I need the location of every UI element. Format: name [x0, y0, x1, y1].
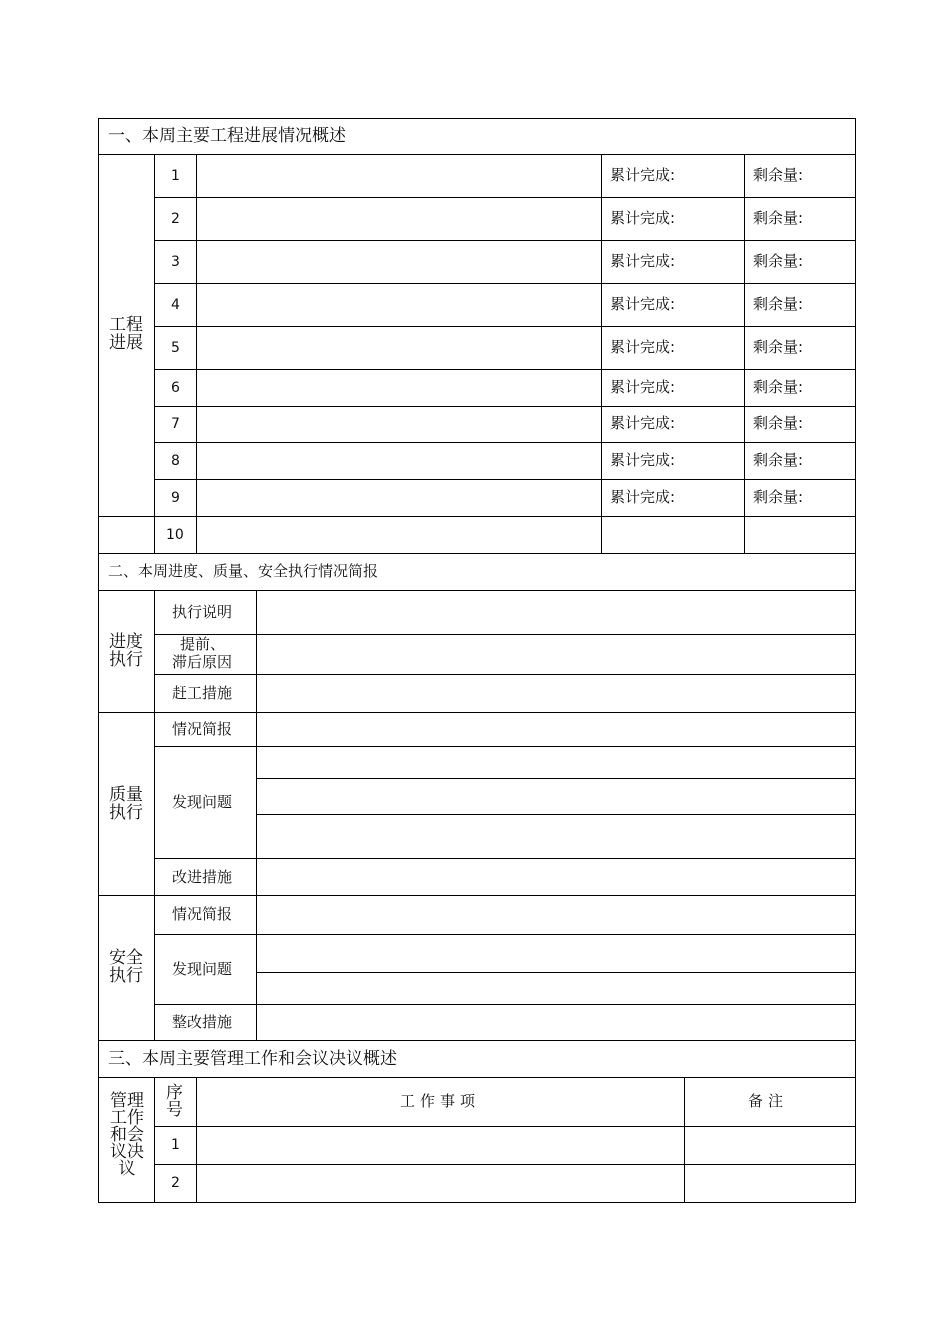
progress-side-label: 进度执行 — [109, 632, 143, 670]
row-divider — [155, 369, 856, 370]
remaining-label: 剩余量: — [753, 166, 804, 184]
row-divider — [98, 516, 856, 517]
col-divider — [256, 590, 257, 1040]
section3-title-divider — [98, 1077, 856, 1078]
remark-header: 备注 — [748, 1092, 789, 1110]
row-divider — [154, 1004, 856, 1005]
row-divider — [98, 712, 856, 713]
col-divider — [684, 1077, 685, 1203]
row-divider — [154, 1126, 856, 1127]
row-divider — [256, 778, 856, 779]
section2-title: 二、本周进度、质量、安全执行情况简报 — [108, 562, 379, 580]
cumulative-label: 累计完成: — [610, 295, 676, 313]
section3-side-label: 管理工作和会议决议 — [110, 1091, 144, 1179]
row-number: 9 — [171, 490, 180, 506]
section1-side-label: 工程进展 — [109, 315, 143, 353]
remaining-label: 剩余量: — [753, 295, 804, 313]
row-divider — [155, 442, 856, 443]
col-divider — [154, 154, 155, 554]
row-divider — [155, 479, 856, 480]
progress-catchup-label: 赶工措施 — [172, 684, 233, 702]
remaining-label: 剩余量: — [753, 378, 804, 396]
remaining-label: 剩余量: — [753, 488, 804, 506]
row-divider — [155, 197, 856, 198]
cumulative-label: 累计完成: — [610, 414, 676, 432]
row-divider — [155, 240, 856, 241]
col-divider — [744, 154, 745, 554]
work-item-header: 工作事项 — [400, 1092, 481, 1110]
section1-title-divider — [98, 154, 856, 155]
remaining-label: 剩余量: — [753, 209, 804, 227]
safety-issues-label: 发现问题 — [172, 960, 233, 978]
row-divider — [256, 814, 856, 815]
row-divider — [155, 283, 856, 284]
row-number: 2 — [171, 211, 180, 227]
row-number: 1 — [171, 1137, 180, 1153]
row-divider — [98, 553, 856, 554]
progress-ahead-label: 提前、 — [180, 635, 226, 653]
quality-side-label: 质量执行 — [109, 785, 143, 823]
row-number: 7 — [171, 416, 180, 432]
row-divider — [256, 972, 856, 973]
section1-title: 一、本周主要工程进展情况概述 — [108, 126, 346, 146]
serial-number-header: 序号 — [166, 1083, 183, 1120]
safety-rectification-label: 整改措施 — [172, 1013, 233, 1031]
cumulative-label: 累计完成: — [610, 378, 676, 396]
row-divider — [98, 1040, 856, 1041]
row-divider — [155, 326, 856, 327]
border-top — [98, 118, 856, 119]
row-divider — [154, 674, 856, 675]
row-number: 8 — [171, 453, 180, 469]
row-divider — [154, 1164, 856, 1165]
row-number: 6 — [171, 380, 180, 396]
quality-issues-label: 发现问题 — [172, 793, 233, 811]
progress-delay-reason-label: 滞后原因 — [172, 653, 233, 671]
cumulative-label: 累计完成: — [610, 166, 676, 184]
progress-execution-note-label: 执行说明 — [172, 603, 233, 621]
remaining-label: 剩余量: — [753, 252, 804, 270]
section3-title: 三、本周主要管理工作和会议决议概述 — [108, 1049, 397, 1069]
remaining-label: 剩余量: — [753, 414, 804, 432]
col-divider — [601, 154, 602, 554]
row-divider — [154, 746, 856, 747]
weekly-report-form — [98, 118, 856, 1203]
row-divider — [155, 406, 856, 407]
cumulative-label: 累计完成: — [610, 338, 676, 356]
row-divider — [154, 934, 856, 935]
safety-brief-label: 情况简报 — [172, 905, 233, 923]
cumulative-label: 累计完成: — [610, 252, 676, 270]
border-bottom — [98, 1202, 856, 1203]
cumulative-label: 累计完成: — [610, 488, 676, 506]
row-divider — [98, 895, 856, 896]
row-divider — [154, 634, 856, 635]
cumulative-label: 累计完成: — [610, 451, 676, 469]
row-number: 4 — [171, 297, 180, 313]
col-divider — [154, 1077, 155, 1203]
remaining-label: 剩余量: — [753, 338, 804, 356]
row-number: 3 — [171, 254, 180, 270]
quality-brief-label: 情况简报 — [172, 720, 233, 738]
section2-title-divider — [98, 590, 856, 591]
col-divider — [196, 154, 197, 554]
safety-side-label: 安全执行 — [109, 948, 143, 986]
cumulative-label: 累计完成: — [610, 209, 676, 227]
col-divider — [196, 1077, 197, 1203]
row-number: 1 — [171, 168, 180, 184]
quality-improvement-label: 改进措施 — [172, 868, 233, 886]
col-divider — [154, 590, 155, 1040]
remaining-label: 剩余量: — [753, 451, 804, 469]
row-number: 10 — [166, 527, 184, 543]
row-number: 5 — [171, 340, 180, 356]
row-number: 2 — [171, 1175, 180, 1191]
row-divider — [154, 858, 856, 859]
